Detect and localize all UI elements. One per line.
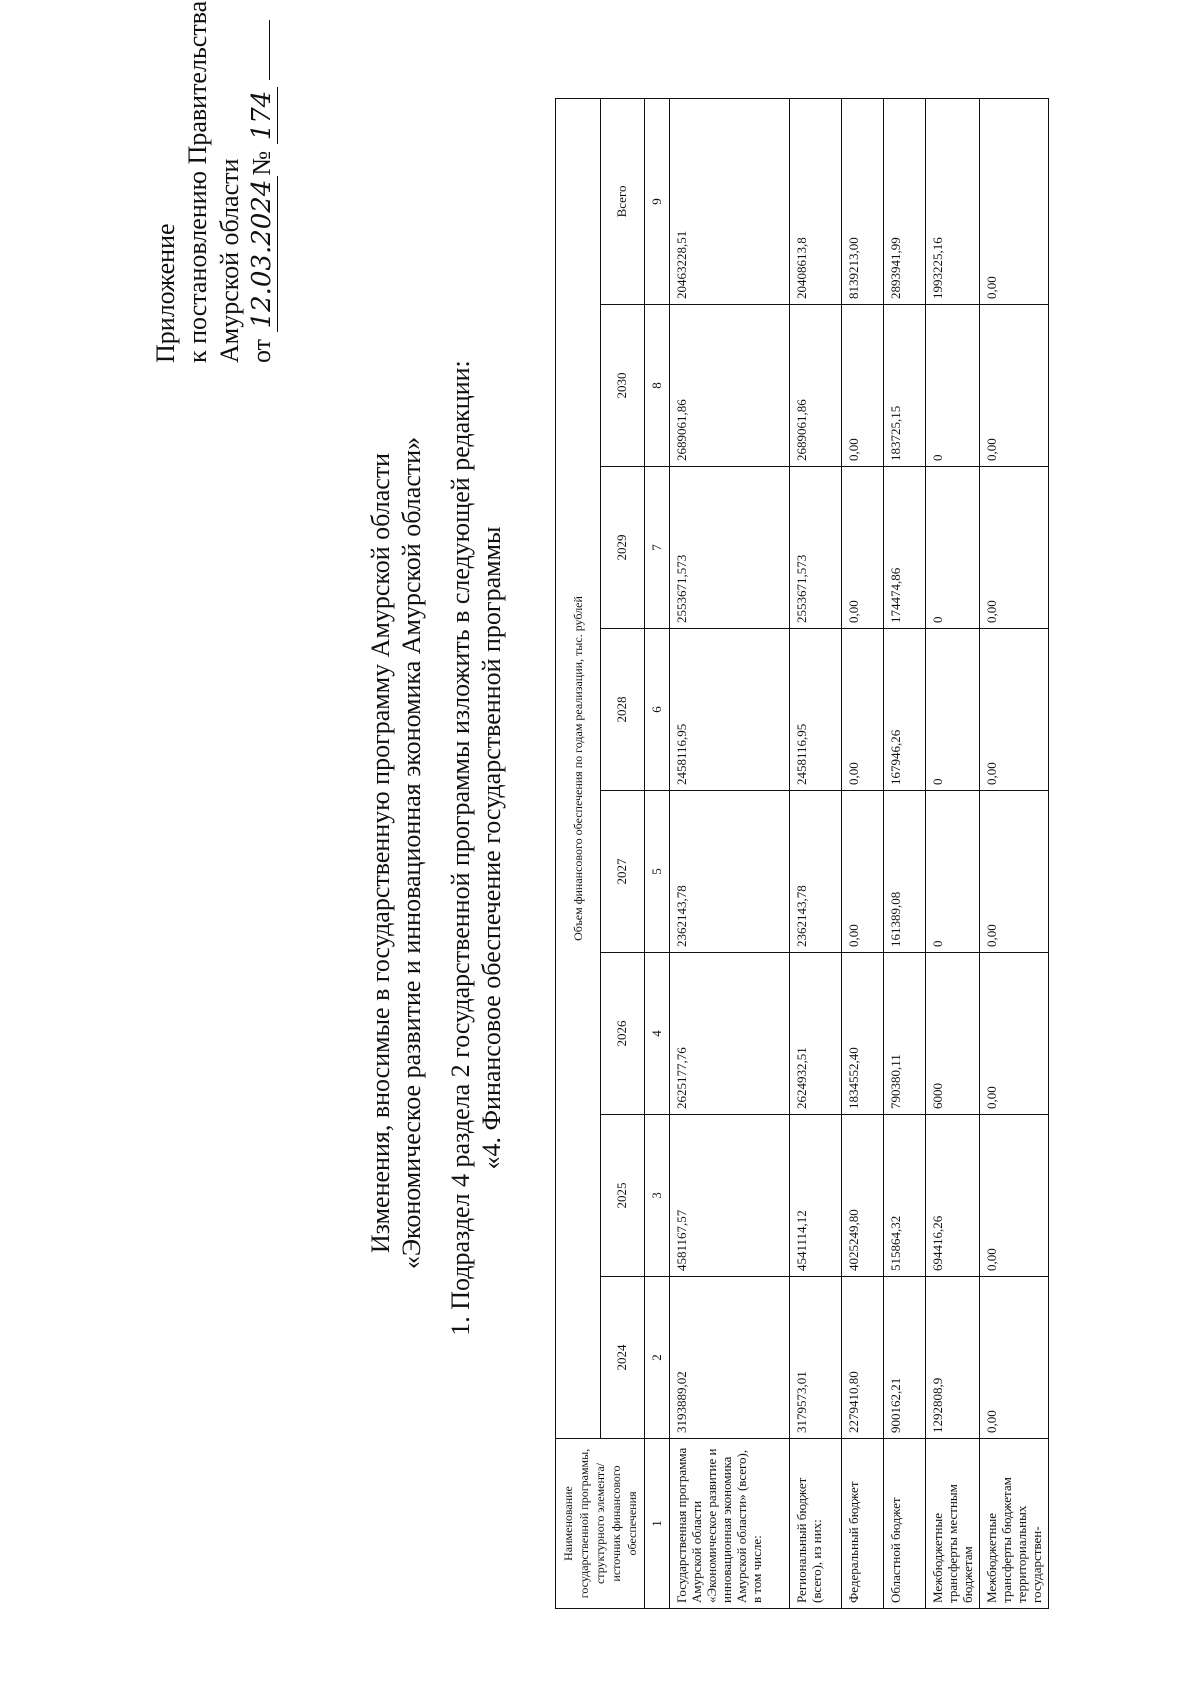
column-number: 6 — [645, 629, 670, 791]
cell-value: 2458116,95 — [790, 629, 842, 791]
handwritten-date: 12.03.2024 — [247, 176, 278, 333]
cell-value: 0,00 — [980, 305, 1049, 467]
year-header: 2030 — [600, 305, 645, 467]
cell-value: 6000 — [926, 953, 980, 1115]
subheading-line-2: «4. Финансовое обеспечение государственной программы — [477, 526, 506, 1170]
cell-value: 2458116,95 — [670, 629, 790, 791]
name-column-header: Наименование государственной программы, структурного элемента/источник финансового обеспечения — [556, 1439, 645, 1609]
column-number: 4 — [645, 953, 670, 1115]
cell-value: 20408613,8 — [790, 98, 842, 304]
financing-table — [555, 98, 1049, 1609]
appendix-date-line — [246, 33, 278, 363]
column-number: 9 — [645, 98, 670, 304]
row-name: Областной бюджет — [884, 1439, 926, 1609]
number-underline — [269, 20, 270, 80]
subheading-line-1: 1. Подраздел 4 раздела 2 государственной программы изложить в следующей редакции: — [446, 360, 475, 1336]
table-row — [980, 98, 1049, 1608]
year-header: 2029 — [600, 467, 645, 629]
cell-value: 1834552,40 — [842, 953, 884, 1115]
cell-value: 2893941,99 — [884, 98, 926, 304]
year-header: 2024 — [600, 1277, 645, 1439]
cell-value: 2689061,86 — [670, 305, 790, 467]
column-number: 3 — [645, 1115, 670, 1277]
cell-value: 0,00 — [842, 791, 884, 953]
volume-header: Объем финансового обеспечения по годам реализации, тыс. рублей — [556, 98, 601, 1438]
row-name: Региональный бюджет (всего), из них: — [790, 1439, 842, 1609]
heading-line-2: «Экономическое развитие и инновационная экономика Амурской области» — [397, 436, 426, 1270]
number-label: № — [247, 150, 276, 176]
table-row — [926, 98, 980, 1608]
cell-value: 0,00 — [980, 1115, 1049, 1277]
cell-value: 0 — [926, 467, 980, 629]
cell-value: 694416,26 — [926, 1115, 980, 1277]
cell-value: 0,00 — [980, 1277, 1049, 1439]
row-name: Межбюджетные трансферты местным бюджетам — [926, 1439, 980, 1609]
table-row — [790, 98, 842, 1608]
cell-value: 0,00 — [980, 953, 1049, 1115]
cell-value: 1292808,9 — [926, 1277, 980, 1439]
row-name: Государственная программа Амурской области «Экономическое развитие и инновационная экономика Амурской области» (всего), в том числе: — [670, 1439, 790, 1609]
cell-value: 0,00 — [842, 305, 884, 467]
cell-value: 0,00 — [980, 791, 1049, 953]
year-header: 2025 — [600, 1115, 645, 1277]
row-name: Федеральный бюджет — [842, 1439, 884, 1609]
cell-value: 167946,26 — [884, 629, 926, 791]
appendix-title: Приложение — [151, 223, 180, 363]
appendix-region: Амурской области — [215, 158, 244, 363]
cell-value: 2362143,78 — [670, 791, 790, 953]
heading-line-1: Изменения, вносимые в государственную программу Амурской области — [366, 452, 395, 1254]
years-header-row — [600, 98, 645, 1608]
table-row — [884, 98, 926, 1608]
table-row — [670, 98, 790, 1608]
cell-value: 0 — [926, 629, 980, 791]
cell-value: 0,00 — [842, 629, 884, 791]
cell-value: 1993225,16 — [926, 98, 980, 304]
section-heading — [445, 173, 507, 1523]
cell-value: 0,00 — [842, 467, 884, 629]
document-heading — [365, 303, 427, 1403]
cell-value: 174474,86 — [884, 467, 926, 629]
appendix-decree: к постановлению Правительства — [183, 0, 212, 363]
cell-value: 161389,08 — [884, 791, 926, 953]
cell-value: 0 — [926, 305, 980, 467]
cell-value: 0,00 — [980, 467, 1049, 629]
column-number: 8 — [645, 305, 670, 467]
cell-value: 2279410,80 — [842, 1277, 884, 1439]
year-header: 2028 — [600, 629, 645, 791]
year-header: 2026 — [600, 953, 645, 1115]
cell-value: 900162,21 — [884, 1277, 926, 1439]
cell-value: 2625177,76 — [670, 953, 790, 1115]
cell-value: 2689061,86 — [790, 305, 842, 467]
cell-value: 2553671,573 — [670, 467, 790, 629]
cell-value: 0 — [926, 791, 980, 953]
cell-value: 2624932,51 — [790, 953, 842, 1115]
column-numbers-row — [645, 98, 670, 1608]
cell-value: 20463228,51 — [670, 98, 790, 304]
cell-value: 183725,15 — [884, 305, 926, 467]
handwritten-number: 174 — [247, 87, 278, 145]
column-number: 1 — [645, 1439, 670, 1609]
total-header: Всего — [600, 98, 645, 304]
cell-value: 4581167,57 — [670, 1115, 790, 1277]
cell-value: 0,00 — [980, 629, 1049, 791]
cell-value: 3193889,02 — [670, 1277, 790, 1439]
cell-value: 8139213,00 — [842, 98, 884, 304]
cell-value: 4541114,12 — [790, 1115, 842, 1277]
cell-value: 515864,32 — [884, 1115, 926, 1277]
column-number: 5 — [645, 791, 670, 953]
cell-value: 0,00 — [980, 98, 1049, 304]
year-header: 2027 — [600, 791, 645, 953]
cell-value: 790380,11 — [884, 953, 926, 1115]
row-name: Межбюджетные трансферты бюджетам территориальных государствен- — [980, 1439, 1049, 1609]
appendix-block — [150, 0, 278, 363]
cell-value: 2362143,78 — [790, 791, 842, 953]
table-row — [842, 98, 884, 1608]
cell-value: 3179573,01 — [790, 1277, 842, 1439]
table-header-row — [556, 98, 601, 1608]
column-number: 2 — [645, 1277, 670, 1439]
cell-value: 4025249,80 — [842, 1115, 884, 1277]
date-prefix: от — [247, 338, 276, 363]
column-number: 7 — [645, 467, 670, 629]
cell-value: 2553671,573 — [790, 467, 842, 629]
